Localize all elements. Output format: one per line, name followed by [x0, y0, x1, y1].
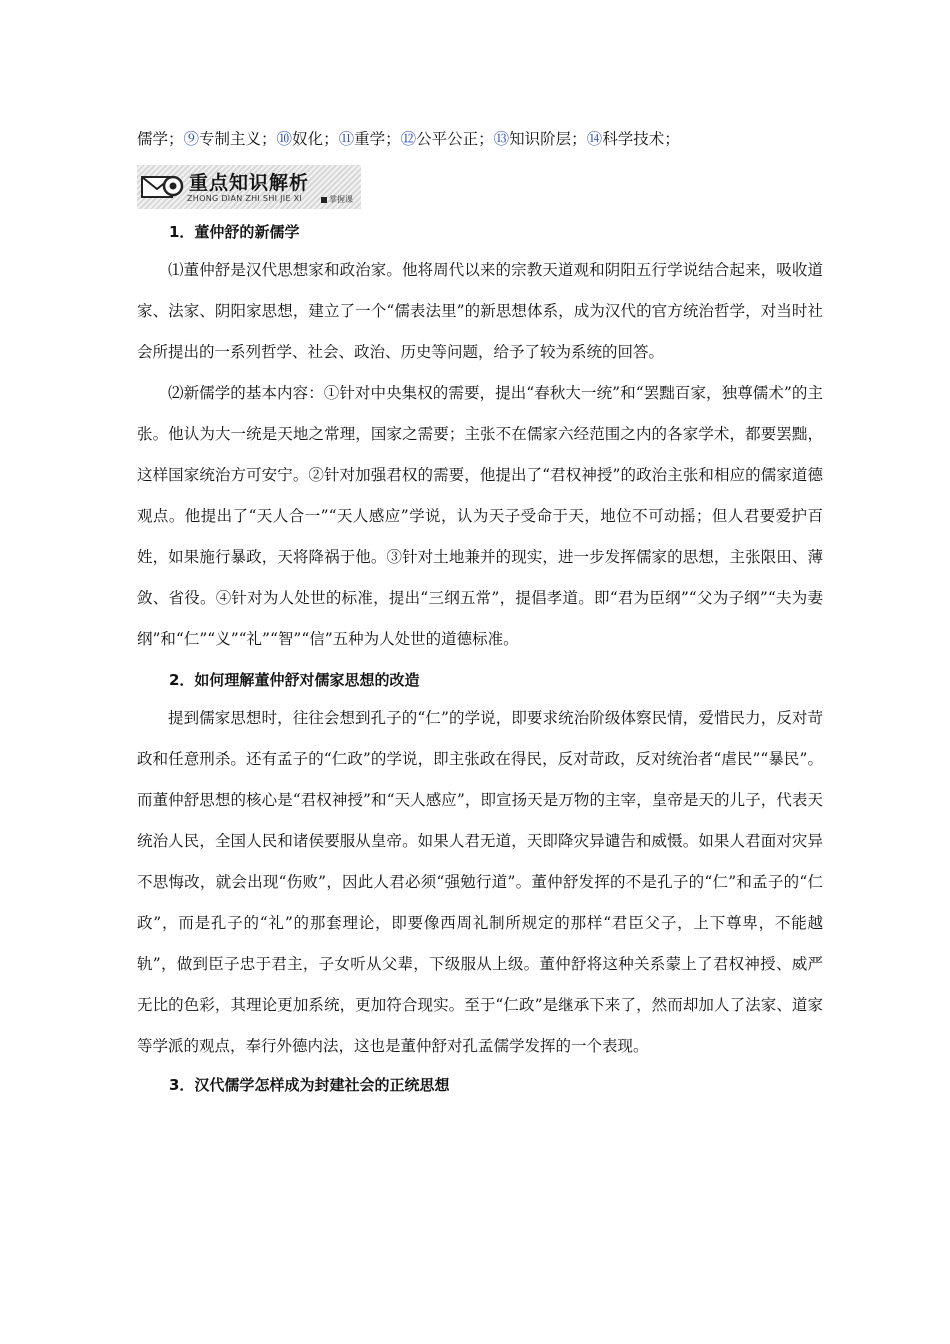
- main-content: [137, 214, 823, 1103]
- answer-number: ⑪: [338, 130, 355, 148]
- banner-title: 重点知识解析: [189, 172, 310, 194]
- banner-tag: [321, 194, 353, 205]
- answers-line: [137, 127, 680, 151]
- paragraph: ⑵新儒学的基本内容：①针对中央集权的需要，提出“春秋大一统”和“罢黜百家，独尊儒术”的主张。他认为大一统是天地之常理，国家之需要；主张不在儒家六经范围之内的各家学术，都要罢黜，这样国家统治方可安宁。②针对加强君权的需要，他提出了“君权神授”的政治主张和相应的儒家道德观点。他提出了“天人合一”“天人感应”学说，认为天子受命于天，地位不可动摇；但人君要爱护百姓，如果施行暴政，天将降祸于他。③针对土地兼并的现实，进一步发挥儒家的思想，主张限田、薄敛、省役。④针对为人处世的标准，提出“三纲五常”，提倡孝道。即“君为臣纲”“父为子纲”“夫为妻纲”和“仁”“义”“礼”“智”“信”五种为人处世的道德标准。: [137, 384, 823, 648]
- answer-number: ⑨: [183, 130, 200, 148]
- answer-number: ⑭: [586, 130, 603, 148]
- answer-text: 奴化；: [292, 130, 339, 148]
- section-heading: 2．如何理解董仲舒对儒家思想的改造: [169, 671, 420, 689]
- answer-number: ⑩: [276, 130, 293, 148]
- paragraph: ⑴董仲舒是汉代思想家和政治家。他将周代以来的宗教天道观和阴阳五行学说结合起来，吸收道家、法家、阴阳家思想，建立了一个“儒表法里”的新思想体系，成为汉代的官方统治哲学，对当时社会所提出的一系列哲学、社会、政治、历史等问题，给予了较为系统的回答。: [137, 261, 823, 361]
- section-heading: 3．汉代儒学怎样成为封建社会的正统思想: [169, 1076, 450, 1094]
- answer-number: ⑫: [400, 130, 417, 148]
- answer-text: 知识阶层；: [509, 130, 587, 148]
- answer-text: 科学技术；: [602, 130, 680, 148]
- answer-number: ⑬: [493, 130, 510, 148]
- banner-subtitle: ZHONG DIAN ZHI SHI JIE XI: [187, 194, 303, 203]
- answers-prefix: 儒学；: [137, 130, 184, 148]
- paragraph: 提到儒家思想时，往往会想到孔子的“仁”的学说，即要求统治阶级体察民情，爱惜民力，反对苛政和任意刑杀。还有孟子的“仁政”的学说，即主张政在得民，反对苛政，反对统治者“虐民”“暴民”。而董仲舒思想的核心是“君权神授”和“天人感应”，即宣扬天是万物的主宰，皇帝是天的儿子，代表天统治人民，全国人民和诸侯要服从皇帝。如果人君无道，天即降灾异谴告和威慑。如果人君面对灾异不思悔改，就会出现“伤败”，因此人君必须“强勉行道”。董仲舒发挥的不是孔子的“仁”和孟子的“仁政”，而是孔子的“礼”的那套理论，即要像西周礼制所规定的那样“君臣父子，上下尊卑，不能越轨”，做到臣子忠于君主，子女听从父辈，下级服从上级。董仲舒将这种关系蒙上了君权神授、威严无比的色彩，其理论更加系统，更加符合现实。至于“仁政”是继承下来了，然而却加人了法家、道家等学派的观点，奉行外德内法，这也是董仲舒对孔孟儒学发挥的一个表现。: [137, 709, 823, 1055]
- section-banner: [137, 165, 361, 209]
- envelope-icon: [139, 169, 185, 203]
- section-heading: 1．董仲舒的新儒学: [169, 223, 300, 241]
- answer-text: 公平公正；: [416, 130, 494, 148]
- square-bullet-icon: [321, 197, 327, 203]
- banner-tag-label: 掌握课: [329, 195, 353, 204]
- answer-text: 专制主义；: [199, 130, 277, 148]
- answer-text: 重学；: [354, 130, 401, 148]
